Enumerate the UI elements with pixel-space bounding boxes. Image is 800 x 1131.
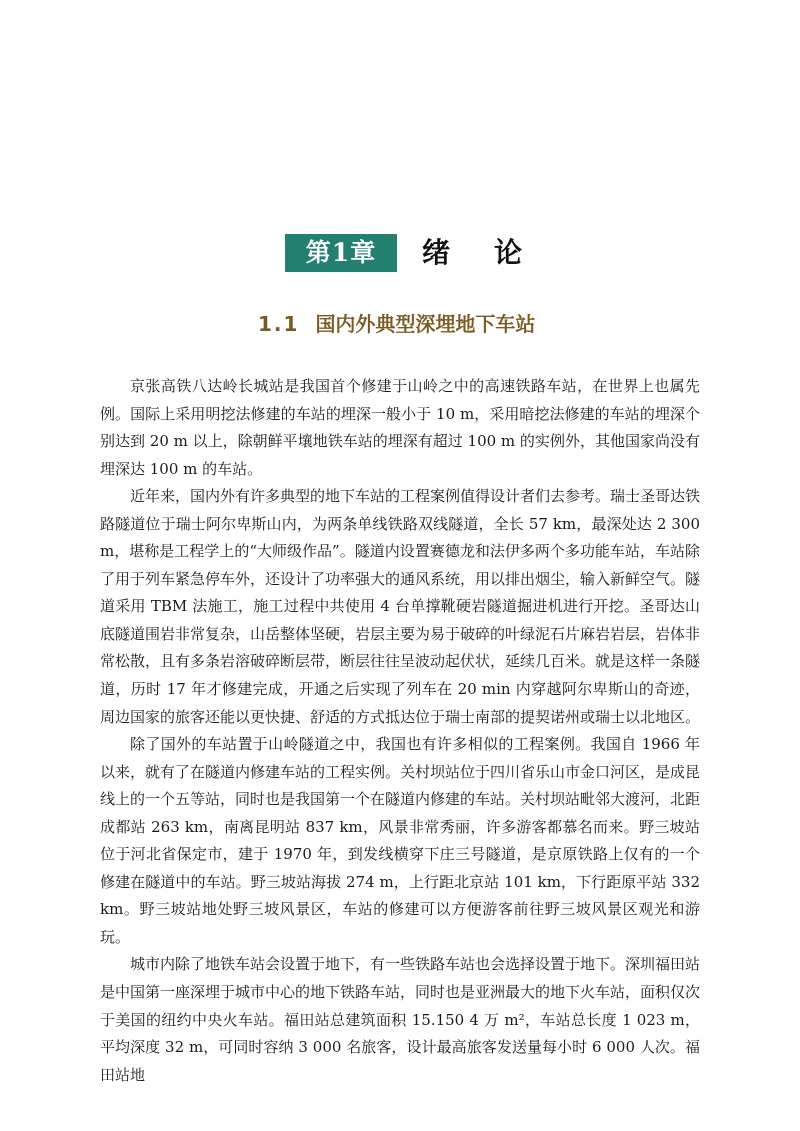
paragraph: 京张高铁八达岭长城站是我国首个修建于山岭之中的高速铁路车站，在世界上也属先例。国际上采用明挖法修建的车站的埋深一般小于 10 m，采用暗挖法修建的车站的埋深个别达到 20 m 以上，除朝鲜平壤地铁车站的埋深有超过 100 m 的实例外，其他国家尚没有埋深达 100 m 的车站。 (100, 377, 700, 478)
paragraph: 除了国外的车站置于山岭隧道之中，我国也有许多相似的工程案例。我国自 1966 年以来，就有了在隧道内修建车站的工程实例。关村坝站位于四川省乐山市金口河区，是成昆线上的一个五等站，同时也是我国第一个在隧道内修建的车站。关村坝站毗邻大渡河，北距成都站 263 km，南离昆明站 837 km，风景非常秀丽，许多游客都慕名而来。野三坡站位于河北省保定市，建于 1970 年，到发线横穿下庄三号隧道，是京原铁路上仅有的一个修建在隧道中的车站。野三坡站海拔 274 m，上行距北京站 101 km，下行距原平站 332 km。野三坡站地处野三坡风景区，车站的修建可以方便游客前往野三坡风景区观光和游玩。 (100, 735, 701, 946)
paragraph: 城市内除了地铁车站会设置于地下，有一些铁路车站也会选择设置于地下。深圳福田站是中国第一座深埋于城市中心的地下铁路车站，同时也是亚洲最大的地下火车站，面积仅次于美国的纽约中央火车站。福田站总建筑面积 15.150 4 万 m²，车站总长度 1 023 m，平均深度 32 m，可同时容纳 3 000 名旅客，设计最高旅客发送量每小时 6 000 人次。福田站地 (100, 955, 701, 1084)
chapter-header (0, 234, 800, 272)
section-heading (258, 308, 535, 340)
section-title: 国内外典型深埋地下车站 (315, 312, 536, 336)
paragraph: 近年来，国内外有许多典型的地下车站的工程案例值得设计者们去参考。瑞士圣哥达铁路隧道位于瑞士阿尔卑斯山内，为两条单线铁路双线隧道，全长 57 km，最深处达 2 300 m，堪称是工程学上的“大师级作品”。隧道内设置赛德龙和法伊多两个多功能车站，车站除了用于列车紧急停车外，还设计了功率强大的通风系统，用以排出烟尘，输入新鲜空气。隧道采用 TBM 法施工，施工过程中共使用 4 台单撑靴硬岩隧道掘进机进行开挖。圣哥达山底隧道围岩非常复杂，山岳整体坚硬，岩层主要为易于破碎的叶绿泥石片麻岩岩层，岩体非常松散，且有多条岩溶破碎断层带，断层往往呈波动起伏状，延续几百米。就是这样一条隧道，历时 17 年才修建完成，开通之后实现了列车在 20 min 内穿越阿尔卑斯山的奇迹，周边国家的旅客还能以更快捷、舒适的方式抵达位于瑞士南部的提契诺州或瑞士以北地区。 (100, 487, 701, 726)
body-text (100, 373, 700, 1089)
chapter-number-badge: 第1章 (285, 234, 397, 272)
chapter-title: 绪论 (422, 236, 567, 269)
section-number: 1.1 (258, 312, 300, 336)
